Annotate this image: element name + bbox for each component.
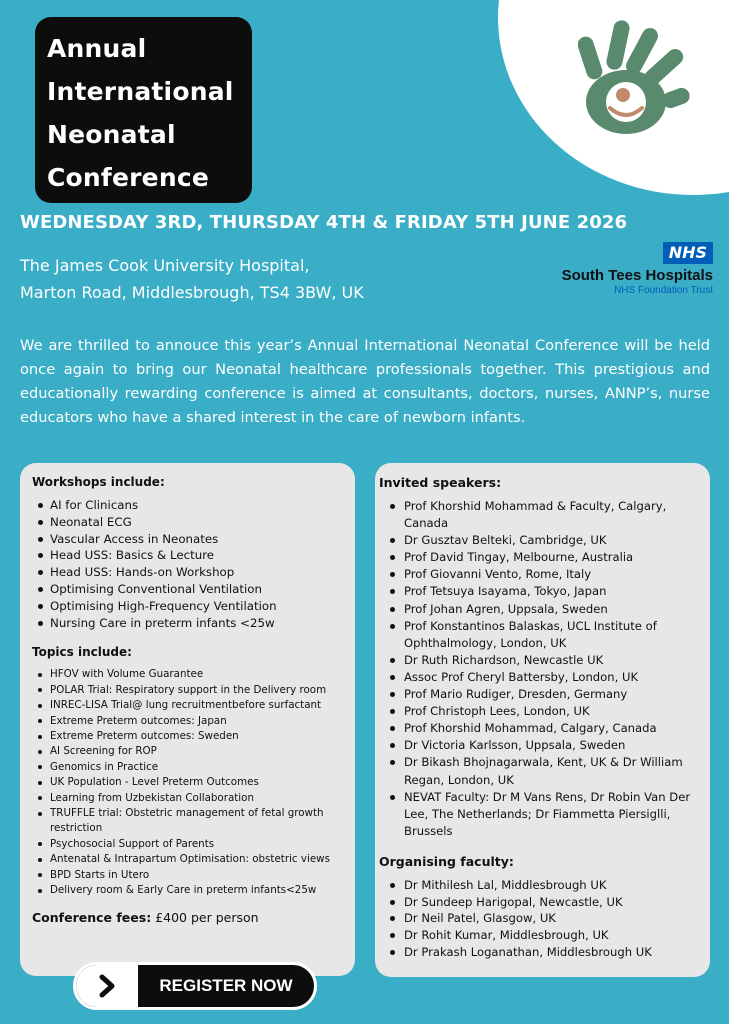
nhs-logo [545, 242, 713, 296]
list-item: Dr Victoria Karlsson, Uppsala, Sweden [379, 737, 700, 754]
list-item: POLAR Trial: Respiratory support in the Delivery room [30, 683, 345, 698]
organisers-list [379, 877, 700, 961]
intro-paragraph: We are thrilled to annouce this year’s Annual International Neonatal Conference will be held once again to bring our Neonatal healthcare professionals together. This prestigious and educationally rewarding conference is aimed at consultants, doctors, nurses, ANNP’s, nurse educators who have a shared interest in the care of newborn infants. [20, 337, 710, 426]
topics-heading: Topics include: [32, 645, 132, 660]
list-item: Antenatal & Intrapartum Optimisation: obstetric views [30, 852, 345, 867]
venue-address [20, 252, 364, 306]
list-item: Dr Gusztav Belteki, Cambridge, UK [379, 532, 700, 549]
list-item: Prof Khorshid Mohammad & Faculty, Calgary, Canada [379, 498, 700, 532]
list-item: Optimising Conventional Ventilation [30, 581, 345, 598]
title-line: Conference [47, 163, 210, 192]
register-chevron [76, 965, 138, 1007]
list-item: Genomics in Practice [30, 760, 345, 775]
register-now-button[interactable] [73, 962, 317, 1010]
venue-line: Marton Road, Middlesbrough, TS4 3BW, UK [20, 283, 364, 302]
list-item: Dr Mithilesh Lal, Middlesbrough UK [379, 877, 700, 894]
nhs-trust: NHS Foundation Trust [614, 285, 713, 296]
list-item: AI Screening for ROP [30, 744, 345, 759]
list-item: Extreme Preterm outcomes: Sweden [30, 729, 345, 744]
nhs-organisation: South Tees Hospitals [561, 267, 713, 284]
hand-logo-icon [578, 18, 698, 138]
list-item: Nursing Care in preterm infants <25w [30, 615, 345, 632]
title-box [35, 17, 252, 203]
list-item: UK Population - Level Preterm Outcomes [30, 775, 345, 790]
list-item: Prof Christoph Lees, London, UK [379, 703, 700, 720]
list-item: Extreme Preterm outcomes: Japan [30, 714, 345, 729]
list-item: INREC-LISA Trial@ lung recruitmentbefore surfactant [30, 698, 345, 713]
list-item: Prof Konstantinos Balaskas, UCL Institute of Ophthalmology, London, UK [379, 618, 700, 652]
list-item: Dr Bikash Bhojnagarwala, Kent, UK & Dr William Regan, London, UK [379, 754, 700, 788]
workshops-list [30, 497, 345, 631]
speakers-list [379, 498, 700, 840]
list-item: AI for Clinicans [30, 497, 345, 514]
speakers-card [375, 463, 710, 977]
title-line: International [47, 77, 234, 106]
nhs-badge: NHS [663, 242, 713, 264]
list-item: Dr Ruth Richardson, Newcastle UK [379, 652, 700, 669]
chevron-right-icon [96, 974, 118, 998]
list-item: Neonatal ECG [30, 514, 345, 531]
list-item: Head USS: Basics & Lecture [30, 547, 345, 564]
list-item: HFOV with Volume Guarantee [30, 667, 345, 682]
list-item: Dr Neil Patel, Glasgow, UK [379, 910, 700, 927]
list-item: Dr Sundeep Harigopal, Newcastle, UK [379, 894, 700, 911]
list-item: TRUFFLE trial: Obstetric management of fetal growth restriction [30, 806, 345, 837]
speakers-heading: Invited speakers: [379, 475, 502, 490]
conference-fees [32, 910, 345, 925]
list-item: Delivery room & Early Care in preterm infants<25w [30, 883, 345, 898]
workshops-heading: Workshops include: [32, 475, 165, 489]
list-item: NEVAT Faculty: Dr M Vans Rens, Dr Robin Van Der Lee, The Netherlands; Dr Fiammetta Piersiglli, Brussels [379, 789, 700, 840]
list-item: Prof David Tingay, Melbourne, Australia [379, 549, 700, 566]
fees-value: £400 per person [155, 910, 259, 926]
organisers-heading: Organising faculty: [379, 853, 514, 869]
list-item: Assoc Prof Cheryl Battersby, London, UK [379, 669, 700, 686]
topics-list [30, 667, 345, 898]
list-item: Prof Giovanni Vento, Rome, Italy [379, 566, 700, 583]
programme-card [20, 463, 355, 976]
fees-label: Conference fees: [32, 910, 152, 926]
list-item: Dr Prakash Loganathan, Middlesbrough UK [379, 944, 700, 961]
list-item: Vascular Access in Neonates [30, 531, 345, 548]
list-item: Optimising High-Frequency Ventilation [30, 598, 345, 615]
event-dates: WEDNESDAY 3RD, THURSDAY 4TH & FRIDAY 5TH JUNE 2026 [20, 212, 628, 233]
list-item: Prof Johan Agren, Uppsala, Sweden [379, 601, 700, 618]
register-label: REGISTER NOW [159, 976, 293, 995]
list-item: Psychosocial Support of Parents [30, 837, 345, 852]
list-item: Prof Tetsuya Isayama, Tokyo, Japan [379, 583, 700, 600]
venue-line: The James Cook University Hospital, [20, 256, 310, 275]
list-item: Dr Rohit Kumar, Middlesbrough, UK [379, 927, 700, 944]
list-item: BPD Starts in Utero [30, 868, 345, 883]
list-item: Prof Mario Rudiger, Dresden, Germany [379, 686, 700, 703]
list-item: Head USS: Hands-on Workshop [30, 564, 345, 581]
title-line: Annual [47, 34, 147, 63]
list-item: Prof Khorshid Mohammad, Calgary, Canada [379, 720, 700, 737]
list-item: Learning from Uzbekistan Collaboration [30, 791, 345, 806]
title-line: Neonatal [47, 120, 176, 149]
